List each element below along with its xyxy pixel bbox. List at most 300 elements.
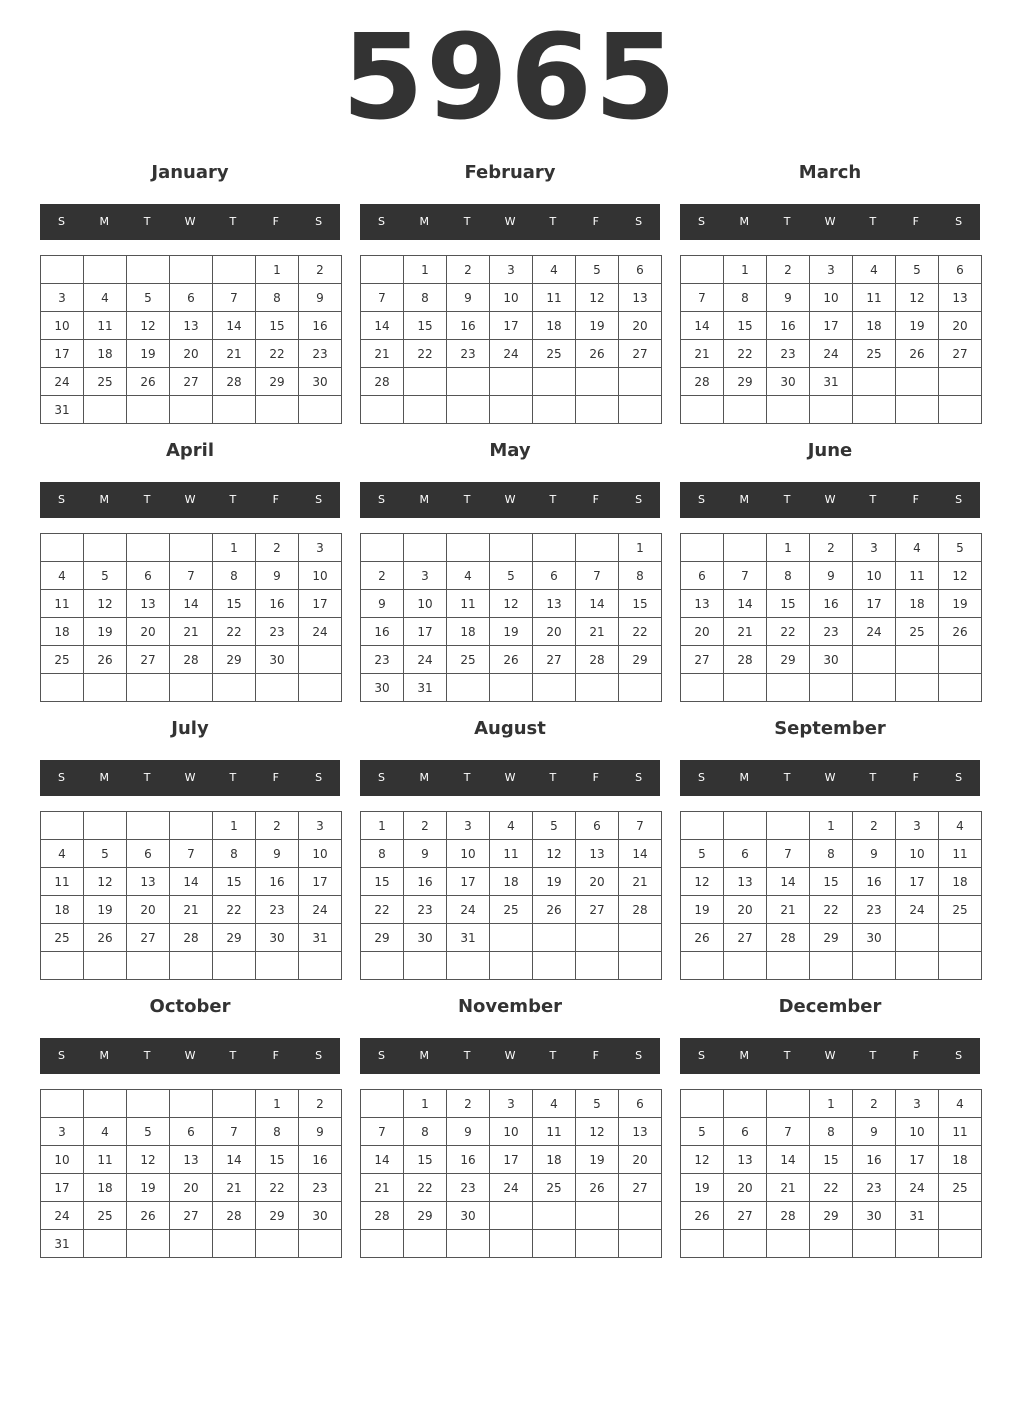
weekday-header [680, 482, 980, 518]
week-row [41, 868, 342, 896]
day-cell [127, 396, 170, 424]
day-cell: 4 [896, 534, 939, 562]
day-cell: 31 [41, 396, 84, 424]
day-cell: 26 [576, 340, 619, 368]
day-cell: 29 [213, 924, 256, 952]
day-cell: 28 [170, 924, 213, 952]
week-row [41, 1090, 342, 1118]
day-cell: 28 [619, 896, 662, 924]
weekday-label: T [783, 1049, 791, 1062]
day-cell [939, 674, 982, 702]
day-cell [939, 646, 982, 674]
day-cell: 3 [447, 812, 490, 840]
weekday-label: S [955, 1049, 963, 1062]
day-cell [896, 674, 939, 702]
weekday-label: F [912, 771, 919, 784]
day-cell [256, 674, 299, 702]
day-cell: 8 [256, 1118, 299, 1146]
day-cell: 5 [576, 1090, 619, 1118]
week-row [681, 646, 982, 674]
day-cell [939, 952, 982, 980]
month-name: June [807, 440, 853, 461]
week-row [41, 1202, 342, 1230]
day-cell [447, 1230, 490, 1258]
day-cell [170, 1090, 213, 1118]
day-cell [127, 1230, 170, 1258]
day-cell: 18 [490, 868, 533, 896]
day-cell [299, 952, 342, 980]
day-cell: 13 [533, 590, 576, 618]
day-cell: 30 [853, 1202, 896, 1230]
week-row [41, 284, 342, 312]
day-cell: 10 [810, 284, 853, 312]
day-cell: 9 [447, 284, 490, 312]
day-grid [680, 255, 982, 424]
day-cell: 4 [939, 812, 982, 840]
day-cell [41, 256, 84, 284]
week-row [361, 1202, 662, 1230]
day-cell: 20 [533, 618, 576, 646]
day-cell [576, 924, 619, 952]
day-cell: 22 [213, 618, 256, 646]
month-name: February [464, 162, 556, 183]
day-cell: 31 [896, 1202, 939, 1230]
day-cell: 12 [681, 1146, 724, 1174]
day-cell: 14 [576, 590, 619, 618]
day-cell: 5 [533, 812, 576, 840]
month-name: January [151, 162, 229, 183]
day-cell: 11 [853, 284, 896, 312]
day-cell [213, 1090, 256, 1118]
day-cell: 23 [447, 1174, 490, 1202]
day-cell: 17 [299, 590, 342, 618]
day-cell: 18 [41, 896, 84, 924]
day-cell [896, 1230, 939, 1258]
week-row [41, 618, 342, 646]
day-cell: 30 [810, 646, 853, 674]
day-cell: 27 [939, 340, 982, 368]
weekday-label: S [57, 771, 65, 784]
day-cell: 22 [361, 896, 404, 924]
day-cell: 17 [896, 1146, 939, 1174]
week-row [361, 396, 662, 424]
day-cell [853, 952, 896, 980]
weekday-label: M [419, 493, 430, 506]
day-cell: 15 [256, 312, 299, 340]
day-cell: 10 [41, 312, 84, 340]
day-cell: 10 [41, 1146, 84, 1174]
day-cell [533, 1202, 576, 1230]
week-row [41, 590, 342, 618]
day-cell [84, 396, 127, 424]
day-cell [447, 674, 490, 702]
day-cell: 21 [767, 896, 810, 924]
day-cell: 20 [724, 896, 767, 924]
day-cell: 25 [84, 1202, 127, 1230]
day-cell [447, 534, 490, 562]
day-cell: 3 [299, 812, 342, 840]
day-cell: 15 [213, 590, 256, 618]
day-cell: 25 [533, 340, 576, 368]
day-grid [360, 811, 662, 980]
day-cell: 23 [853, 1174, 896, 1202]
day-cell [490, 674, 533, 702]
day-cell: 13 [170, 1146, 213, 1174]
day-cell: 28 [767, 1202, 810, 1230]
day-cell: 2 [256, 534, 299, 562]
day-cell [619, 1202, 662, 1230]
day-cell: 15 [404, 1146, 447, 1174]
day-cell: 14 [361, 312, 404, 340]
day-cell: 3 [896, 1090, 939, 1118]
day-cell [533, 368, 576, 396]
day-cell [490, 368, 533, 396]
day-cell [404, 1230, 447, 1258]
day-cell [576, 534, 619, 562]
day-cell: 16 [256, 590, 299, 618]
weekday-label: M [739, 493, 750, 506]
day-cell [619, 952, 662, 980]
month-name: September [774, 718, 886, 739]
day-cell [767, 1090, 810, 1118]
day-cell: 22 [724, 340, 767, 368]
day-cell: 18 [41, 618, 84, 646]
day-cell [490, 952, 533, 980]
weekday-label: S [377, 493, 385, 506]
day-cell [724, 534, 767, 562]
day-cell [576, 396, 619, 424]
weekday-label: W [504, 1049, 516, 1062]
day-cell: 29 [724, 368, 767, 396]
day-cell [127, 1090, 170, 1118]
day-cell [853, 646, 896, 674]
day-cell: 18 [853, 312, 896, 340]
week-row [681, 1202, 982, 1230]
day-cell: 13 [939, 284, 982, 312]
day-cell: 29 [767, 646, 810, 674]
weekday-label: W [824, 493, 836, 506]
day-cell: 20 [127, 618, 170, 646]
week-row [681, 812, 982, 840]
day-cell: 7 [767, 1118, 810, 1146]
day-cell: 9 [404, 840, 447, 868]
day-cell [576, 368, 619, 396]
week-row [41, 646, 342, 674]
day-cell: 18 [447, 618, 490, 646]
weekday-label: F [592, 771, 599, 784]
day-cell: 21 [619, 868, 662, 896]
day-cell [213, 1230, 256, 1258]
day-cell [361, 256, 404, 284]
week-row [681, 1174, 982, 1202]
day-cell: 26 [127, 1202, 170, 1230]
day-cell: 10 [896, 840, 939, 868]
day-cell: 31 [41, 1230, 84, 1258]
day-cell: 5 [84, 562, 127, 590]
day-cell [576, 1202, 619, 1230]
week-row [681, 284, 982, 312]
day-cell: 15 [213, 868, 256, 896]
day-cell: 12 [127, 1146, 170, 1174]
week-row [361, 840, 662, 868]
day-cell: 13 [619, 284, 662, 312]
day-cell: 2 [299, 256, 342, 284]
day-cell: 16 [299, 1146, 342, 1174]
week-row [41, 1146, 342, 1174]
day-cell: 6 [619, 256, 662, 284]
day-cell: 18 [896, 590, 939, 618]
day-cell: 8 [361, 840, 404, 868]
weekday-header [360, 760, 660, 796]
day-cell: 18 [84, 1174, 127, 1202]
day-cell: 23 [299, 340, 342, 368]
day-cell [404, 396, 447, 424]
day-cell: 23 [361, 646, 404, 674]
day-cell: 15 [767, 590, 810, 618]
weekday-label: T [869, 771, 877, 784]
day-cell: 14 [170, 868, 213, 896]
day-cell: 10 [404, 590, 447, 618]
day-cell: 8 [404, 284, 447, 312]
day-cell [299, 674, 342, 702]
week-row [361, 1174, 662, 1202]
day-cell: 21 [213, 1174, 256, 1202]
weekday-label: T [229, 493, 237, 506]
day-cell: 20 [127, 896, 170, 924]
weekday-label: M [99, 493, 110, 506]
day-cell [299, 1230, 342, 1258]
day-cell: 6 [939, 256, 982, 284]
day-cell [447, 952, 490, 980]
weekday-label: T [229, 771, 237, 784]
day-cell: 17 [853, 590, 896, 618]
day-cell: 9 [853, 840, 896, 868]
day-cell [84, 812, 127, 840]
week-row [681, 312, 982, 340]
day-cell: 5 [84, 840, 127, 868]
weekday-label: M [99, 215, 110, 228]
day-cell: 12 [84, 590, 127, 618]
day-cell: 27 [127, 924, 170, 952]
weekday-label: S [57, 1049, 65, 1062]
day-cell: 30 [256, 924, 299, 952]
day-cell: 15 [404, 312, 447, 340]
week-row [361, 618, 662, 646]
day-cell: 20 [724, 1174, 767, 1202]
day-cell [681, 534, 724, 562]
day-cell [256, 952, 299, 980]
day-cell: 29 [810, 924, 853, 952]
day-cell: 4 [533, 256, 576, 284]
day-cell: 26 [939, 618, 982, 646]
day-cell [896, 646, 939, 674]
day-cell: 7 [724, 562, 767, 590]
day-cell: 8 [810, 1118, 853, 1146]
day-cell: 3 [810, 256, 853, 284]
day-cell [127, 812, 170, 840]
day-cell [939, 368, 982, 396]
day-cell [853, 396, 896, 424]
weekday-label: T [463, 1049, 471, 1062]
day-cell: 7 [170, 562, 213, 590]
day-cell: 17 [490, 1146, 533, 1174]
day-cell: 10 [853, 562, 896, 590]
week-row [361, 340, 662, 368]
day-cell [767, 812, 810, 840]
weekday-label: T [229, 1049, 237, 1062]
day-cell [767, 674, 810, 702]
day-cell: 19 [127, 340, 170, 368]
day-cell: 4 [84, 1118, 127, 1146]
day-cell: 1 [810, 1090, 853, 1118]
weekday-label: S [697, 493, 705, 506]
day-cell: 6 [127, 562, 170, 590]
weekday-label: T [143, 493, 151, 506]
day-cell [619, 368, 662, 396]
day-cell: 12 [681, 868, 724, 896]
day-cell [939, 396, 982, 424]
day-cell: 31 [299, 924, 342, 952]
day-cell: 21 [361, 340, 404, 368]
day-cell [127, 256, 170, 284]
week-row [41, 396, 342, 424]
day-cell: 24 [447, 896, 490, 924]
weekday-label: S [697, 1049, 705, 1062]
day-cell: 4 [853, 256, 896, 284]
day-cell: 14 [619, 840, 662, 868]
day-cell: 25 [41, 924, 84, 952]
weekday-header [680, 760, 980, 796]
day-cell: 2 [404, 812, 447, 840]
day-cell: 14 [767, 1146, 810, 1174]
day-cell: 10 [299, 840, 342, 868]
day-cell: 29 [404, 1202, 447, 1230]
month-name: December [778, 996, 882, 1017]
week-row [361, 646, 662, 674]
day-cell: 29 [619, 646, 662, 674]
weekday-label: W [824, 771, 836, 784]
week-row [41, 340, 342, 368]
weekday-label: S [635, 1049, 643, 1062]
day-cell: 5 [939, 534, 982, 562]
day-cell [853, 674, 896, 702]
day-cell: 19 [681, 896, 724, 924]
weekday-label: F [912, 493, 919, 506]
day-cell: 29 [256, 368, 299, 396]
week-row [681, 674, 982, 702]
day-cell: 27 [576, 896, 619, 924]
weekday-label: S [377, 1049, 385, 1062]
weekday-label: M [739, 1049, 750, 1062]
day-cell: 24 [896, 1174, 939, 1202]
weekday-header [680, 1038, 980, 1074]
day-cell: 1 [213, 534, 256, 562]
weekday-label: T [869, 215, 877, 228]
week-row [361, 256, 662, 284]
weekday-label: S [315, 493, 323, 506]
week-row [41, 562, 342, 590]
day-cell [767, 952, 810, 980]
week-row [681, 340, 982, 368]
day-cell [533, 952, 576, 980]
week-row [41, 952, 342, 980]
week-row [681, 1230, 982, 1258]
day-cell: 17 [41, 1174, 84, 1202]
day-cell: 14 [767, 868, 810, 896]
day-cell: 7 [361, 1118, 404, 1146]
day-cell [84, 1090, 127, 1118]
day-cell [41, 674, 84, 702]
day-cell: 22 [404, 340, 447, 368]
day-cell [170, 534, 213, 562]
week-row [681, 368, 982, 396]
month-name: October [149, 996, 231, 1017]
day-cell: 4 [41, 840, 84, 868]
day-cell: 17 [447, 868, 490, 896]
day-cell [170, 256, 213, 284]
day-cell [896, 396, 939, 424]
day-cell [533, 674, 576, 702]
day-cell: 11 [939, 840, 982, 868]
weekday-label: F [272, 215, 279, 228]
day-cell: 27 [681, 646, 724, 674]
day-cell: 26 [576, 1174, 619, 1202]
week-row [361, 562, 662, 590]
day-cell: 13 [681, 590, 724, 618]
day-cell [724, 1090, 767, 1118]
day-cell [84, 1230, 127, 1258]
week-row [681, 256, 982, 284]
weekday-label: S [955, 493, 963, 506]
month-name: August [474, 718, 546, 739]
day-cell: 9 [810, 562, 853, 590]
week-row [361, 590, 662, 618]
day-cell [84, 952, 127, 980]
day-cell: 19 [84, 896, 127, 924]
day-cell: 2 [853, 812, 896, 840]
day-cell [896, 924, 939, 952]
day-cell: 18 [939, 868, 982, 896]
weekday-label: S [315, 215, 323, 228]
day-cell: 16 [404, 868, 447, 896]
day-cell: 14 [724, 590, 767, 618]
weekday-label: W [184, 493, 196, 506]
day-cell: 9 [767, 284, 810, 312]
day-cell: 2 [299, 1090, 342, 1118]
day-cell: 21 [681, 340, 724, 368]
weekday-label: F [912, 215, 919, 228]
day-cell: 3 [404, 562, 447, 590]
day-cell: 6 [170, 284, 213, 312]
weekday-header [40, 760, 340, 796]
day-cell: 20 [576, 868, 619, 896]
day-cell: 22 [810, 896, 853, 924]
weekday-label: T [549, 1049, 557, 1062]
day-cell: 7 [767, 840, 810, 868]
weekday-label: T [549, 215, 557, 228]
day-cell: 8 [213, 562, 256, 590]
day-cell: 24 [404, 646, 447, 674]
week-row [681, 534, 982, 562]
day-cell [361, 534, 404, 562]
day-cell: 20 [681, 618, 724, 646]
week-row [681, 952, 982, 980]
day-cell: 17 [404, 618, 447, 646]
week-row [361, 924, 662, 952]
day-cell [404, 368, 447, 396]
day-cell [681, 1230, 724, 1258]
day-cell: 23 [447, 340, 490, 368]
